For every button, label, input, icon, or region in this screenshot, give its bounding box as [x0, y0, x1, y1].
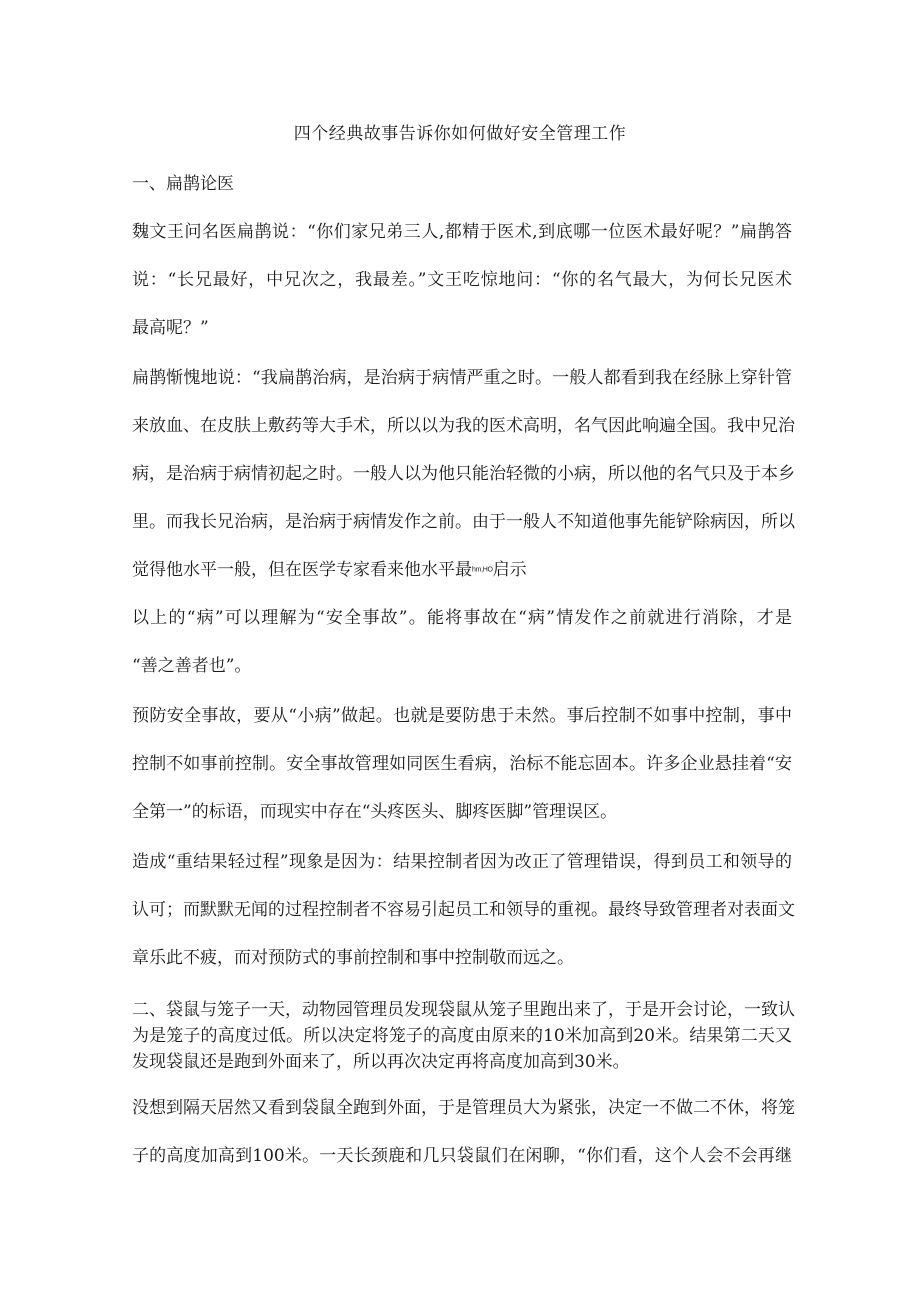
text-line: 没想到隔天居然又看到袋鼠全跑到外面，于是管理员大为紧张，决定一不做二不休，将笼: [132, 1098, 795, 1118]
text-line: 章乐此不疲，而对预防式的事前控制和事中控制敬而远之。: [132, 948, 574, 968]
text-line: 发现袋鼠还是跑到外面来了，所以再次决定再将高度加高到30米。: [132, 1052, 630, 1072]
text-line: 说：“长兄最好，中兄次之，我最差。”文王吃惊地问：“你的名气最大，为何长兄医术: [132, 270, 792, 290]
text-line: 造成“重结果轻过程”现象是因为：结果控制者因为改正了管理错误，得到员工和领导的: [132, 852, 792, 872]
text-line: 子的高度加高到100米。一天长颈鹿和几只袋鼠们在闲聊，“你们看，这个人会不会再继: [132, 1146, 792, 1166]
text-segment: 觉得他水平一般，但在医学专家看来他水平最: [132, 560, 472, 580]
text-line-with-artifact: [132, 558, 792, 583]
text-line: 来放血、在皮肤上敷药等大手术，所以以为我的医术高明，名气因此响遍全国。我中兄治: [132, 416, 795, 436]
text-line: 二、袋鼠与笼子一天，动物园管理员发现袋鼠从笼子里跑出来了，于是开会讨论，一致认: [132, 1000, 795, 1020]
text-line: 全第一”的标语，而现实中存在“头疼医头、脚疼医脚”管理误区。: [132, 802, 618, 822]
text-line: 以上的“病”可以理解为“安全事故”。能将事故在“病”情发作之前就进行消除，才是: [132, 608, 792, 628]
text-line: 病，是治病于病情初起之时。一般人以为他只能治轻微的小病，所以他的名气只及于本乡: [132, 464, 795, 484]
text-line: 认可；而默默无闻的过程控制者不容易引起员工和领导的重视。最终导致管理者对表面文: [132, 900, 795, 920]
text-line: 扁鹊惭愧地说：“我扁鹊治病，是治病于病情严重之时。一般人都看到我在经脉上穿针管: [132, 368, 792, 388]
text-line: 里。而我长兄治病，是治病于病情发作之前。由于一般人不知道他事先能铲除病因，所以: [132, 512, 795, 532]
text-line: 最高呢？”: [132, 318, 209, 338]
text-line: 为是笼子的高度过低。所以决定将笼子的高度由原来的10米加高到20米。结果第二天又: [132, 1026, 792, 1046]
garbled-glyph: hm,HO: [472, 566, 493, 574]
document-title: 四个经典故事告诉你如何做好安全管理工作: [293, 124, 627, 144]
text-line: 预防安全事故，要从“小病”做起。也就是要防患于未然。事后控制不如事中控制，事中: [132, 706, 792, 726]
text-line: “善之善者也”。: [132, 656, 252, 676]
section-heading-bianque: 一、扁鹊论医: [132, 174, 234, 194]
text-segment: 启示: [492, 560, 527, 580]
text-line: 控制不如事前控制。安全事故管理如同医生看病，治标不能忘固本。许多企业悬挂着“安: [132, 754, 792, 774]
text-line: 魏文王问名医扁鹊说：“你们家兄弟三人,都精于医术,到底哪一位医术最好呢？”扁鹊答: [132, 222, 792, 242]
